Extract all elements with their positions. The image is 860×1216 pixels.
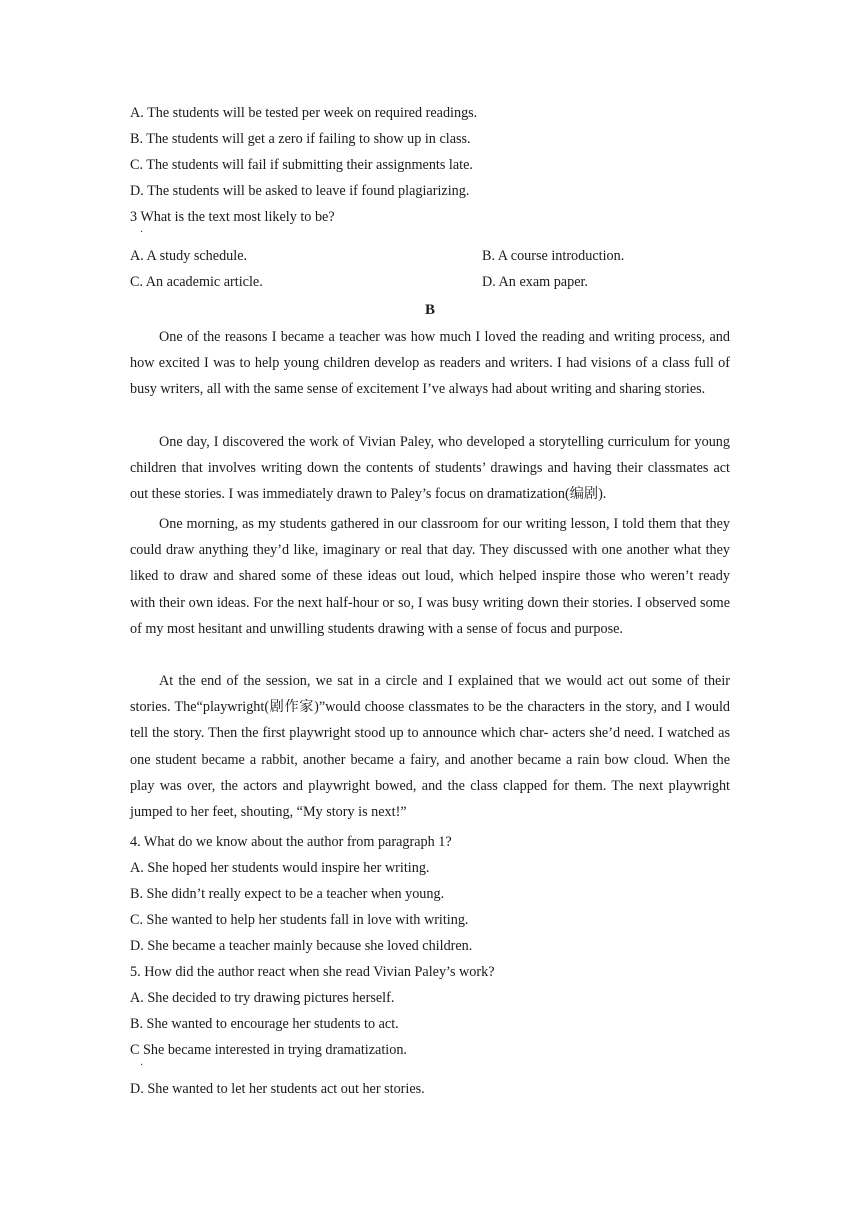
q5-stem: 5. How did the author react when she read Vivian Paley’s work? — [130, 964, 495, 980]
q5-option-c-dot: · — [140, 1060, 144, 1071]
passage-paragraph-4: At the end of the session, we sat in a circle and I explained that we would act out some of their stories. The“playwright(剧作家)”would choose classmates to be the characters in the story, and I would tell the story. Then the first playwright stood up to announce which char- acters she’d need. I watched as one student became a rabbit, another became a fairy, and another became a rain bow cloud. When the play was over, the actors and playwright bowed, and the class clapped for them. The next playwright jumped to her feet, shouting, “My story is next!” — [130, 673, 730, 821]
q3-option-a: A. A study schedule. — [130, 248, 248, 264]
q5-option-a: A. She decided to try drawing pictures herself. — [130, 990, 395, 1006]
q5-option-c: C She became interested in trying dramatization. — [130, 1042, 407, 1058]
q2-option-a: A. The students will be tested per week on required readings. — [130, 105, 478, 121]
q5-option-b: B. She wanted to encourage her students to act. — [130, 1016, 399, 1032]
q3-option-b: B. A course introduction. — [482, 248, 625, 264]
q2-option-c: C. The students will fail if submitting their assignments late. — [130, 157, 473, 173]
q4-option-d: D. She became a teacher mainly because she loved children. — [130, 938, 473, 954]
q4-option-a: A. She hoped her students would inspire her writing. — [130, 860, 430, 876]
q4-stem: 4. What do we know about the author from paragraph 1? — [130, 834, 452, 850]
passage-paragraph-1: One of the reasons I became a teacher was how much I loved the reading and writing process, and how excited I was to help young children develop as readers and writers. I had visions of a class full of busy writers, all with the same sense of excitement I’ve always had about writing and sharing stories. — [130, 329, 730, 398]
q2-option-d: D. The students will be asked to leave if found plagiarizing. — [130, 183, 470, 199]
q3-stem: 3 What is the text most likely to be? — [130, 209, 335, 225]
q3-number-dot: · — [140, 227, 144, 238]
q2-option-b: B. The students will get a zero if failing to show up in class. — [130, 131, 471, 147]
passage-paragraph-3: One morning, as my students gathered in our classroom for our writing lesson, I told them that they could draw anything they’d like, imaginary or real that day. They discussed with one another what they liked to draw and shared some of these ideas out loud, which helped inspire those who weren’t ready with their own ideas. For the next half-hour or so, I was busy writing down their stories. I observed some of my most hesitant and unwilling students drawing with a sense of focus and purpose. — [130, 516, 730, 637]
q3-option-d: D. An exam paper. — [482, 274, 588, 290]
passage-paragraph-2: One day, I discovered the work of Vivian Paley, who developed a storytelling curriculum for young children that involves writing down the contents of students’ drawings and having their classmates act out these stories. I was immediately drawn to Paley’s focus on dramatization(编剧). — [130, 434, 730, 503]
section-b-heading: B — [424, 302, 435, 318]
q3-option-c: C. An academic article. — [130, 274, 263, 290]
q4-option-c: C. She wanted to help her students fall in love with writing. — [130, 912, 469, 928]
q5-option-d: D. She wanted to let her students act out her stories. — [130, 1081, 425, 1097]
q4-option-b: B. She didn’t really expect to be a teacher when young. — [130, 886, 445, 902]
